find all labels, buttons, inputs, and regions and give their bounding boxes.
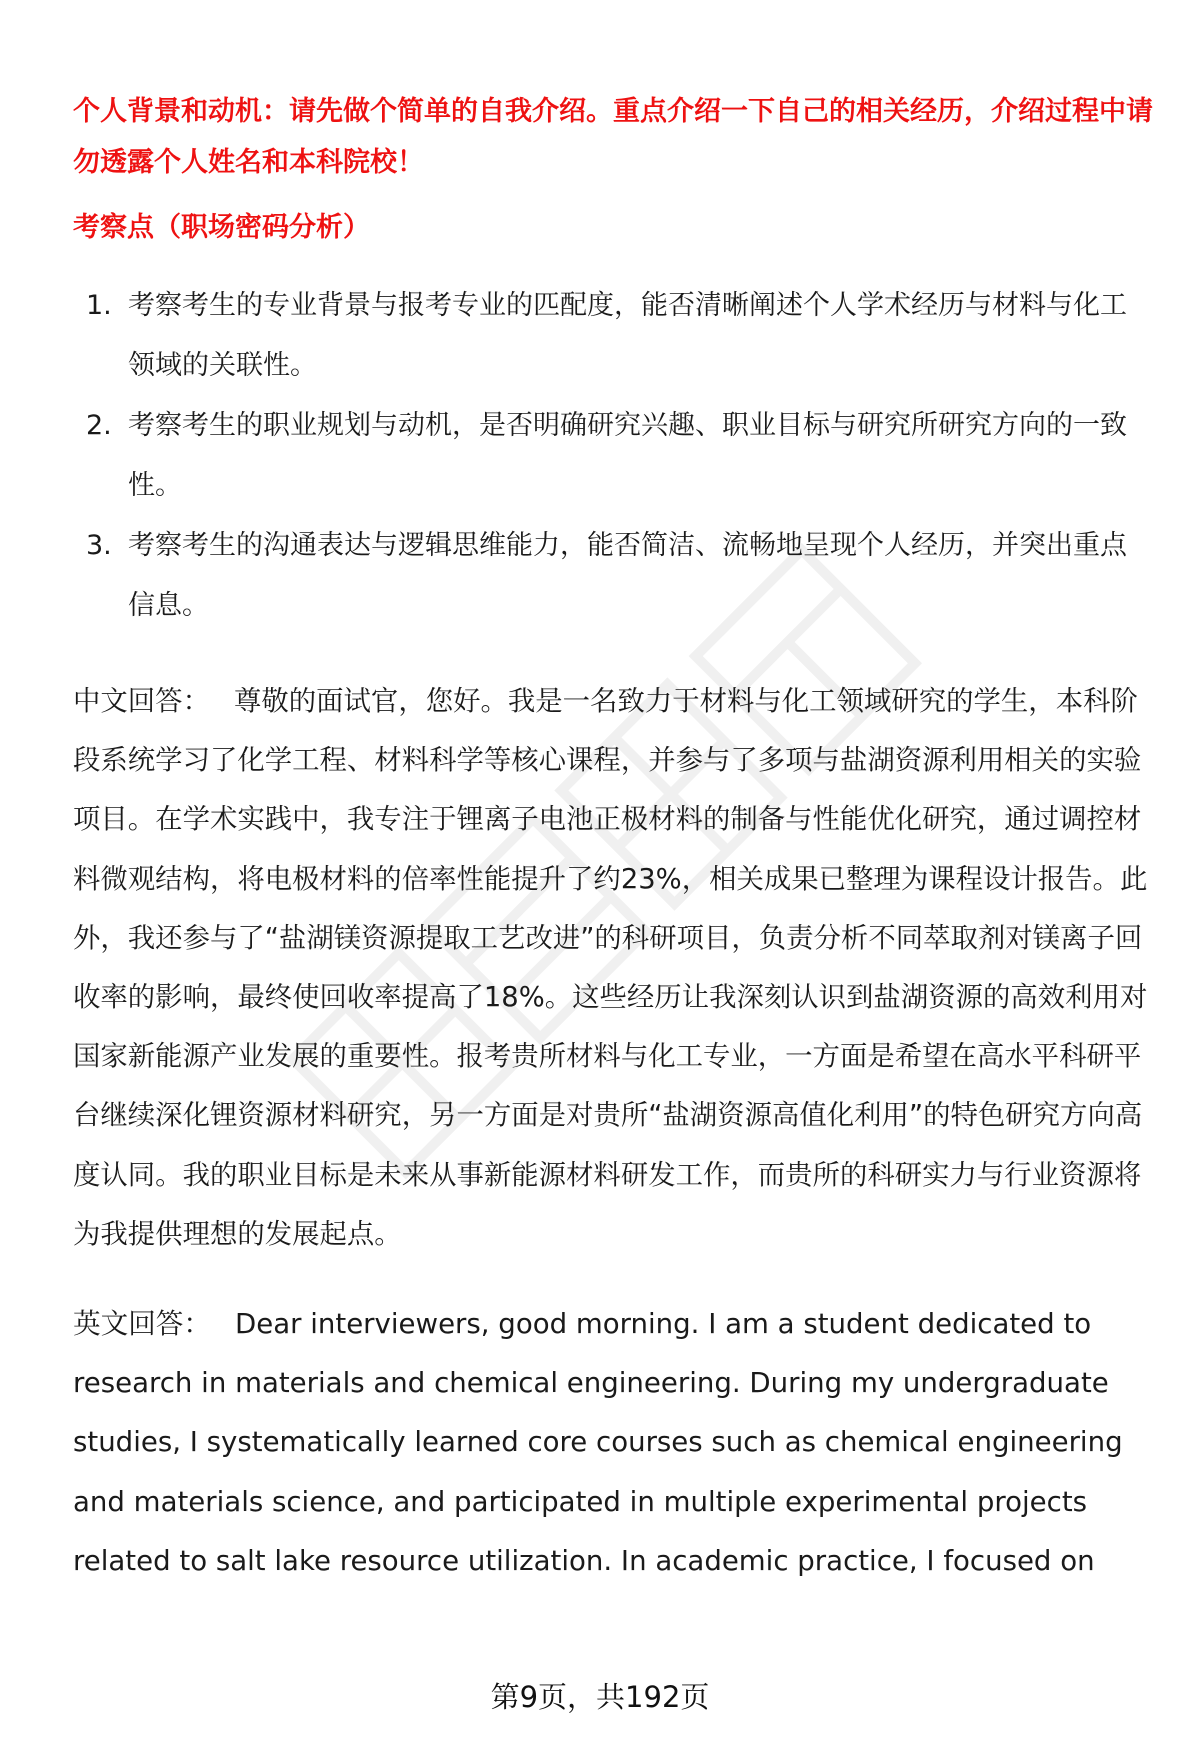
page-number: 第9页，共192页 bbox=[490, 1680, 710, 1714]
question-title: 个人背景和动机：请先做个简单的自我介绍。重点介绍一下自己的相关经历，介绍过程中请勿透露个人姓名和本科院校！ bbox=[73, 96, 1153, 178]
chinese-answer-label: 中文回答： bbox=[73, 686, 210, 717]
point-text: 考察考生的沟通表达与逻辑思维能力，能否简洁、流畅地呈现个人经历，并突出重点信息。 bbox=[128, 530, 1127, 621]
assessment-point bbox=[73, 396, 1153, 516]
point-number: 3. bbox=[86, 530, 112, 561]
assessment-points-list bbox=[73, 276, 1153, 636]
assessment-heading: 考察点（职场密码分析） bbox=[73, 212, 370, 243]
point-number: 2. bbox=[86, 410, 112, 441]
chinese-answer bbox=[73, 672, 1153, 1264]
point-text: 考察考生的专业背景与报考专业的匹配度，能否清晰阐述个人学术经历与材料与化工领域的关联性。 bbox=[128, 290, 1127, 381]
point-text: 考察考生的职业规划与动机，是否明确研究兴趣、职业目标与研究所研究方向的一致性。 bbox=[128, 410, 1127, 501]
english-answer bbox=[73, 1294, 1153, 1590]
document-page bbox=[73, 86, 1153, 1590]
point-number: 1. bbox=[86, 290, 112, 321]
english-answer-text: Dear interviewers, good morning. I am a student dedicated to research in materials and chemical engineering. During my undergraduate studies, I systematically learned core courses such as chemical engineering and materials science, and participated in multiple experimental projects related to salt lake resource utilization. In academic practice, I focused on bbox=[73, 1307, 1123, 1577]
assessment-point bbox=[73, 516, 1153, 636]
english-answer-label: 英文回答： bbox=[73, 1307, 211, 1341]
chinese-answer-text: 尊敬的面试官，您好。我是一名致力于材料与化工领域研究的学生，本科阶段系统学习了化学工程、材料科学等核心课程，并参与了多项与盐湖资源利用相关的实验项目。在学术实践中，我专注于锂离子电池正极材料的制备与性能优化研究，通过调控材料微观结构，将电极材料的倍率性能提升了约23%，相关成果已整理为课程设计报告。此外，我还参与了“盐湖镁资源提取工艺改进”的科研项目，负责分析不同萃取剂对镁离子回收率的影响，最终使回收率提高了18%。这些经历让我深刻认识到盐湖资源的高效利用对国家新能源产业发展的重要性。报考贵所材料与化工专业，一方面是希望在高水平科研平台继续深化锂资源材料研究，另一方面是对贵所“盐湖资源高值化利用”的特色研究方向高度认同。我的职业目标是未来从事新能源材料研发工作，而贵所的科研实力与行业资源将为我提供理想的发展起点。 bbox=[73, 686, 1148, 1250]
assessment-point bbox=[73, 276, 1153, 396]
